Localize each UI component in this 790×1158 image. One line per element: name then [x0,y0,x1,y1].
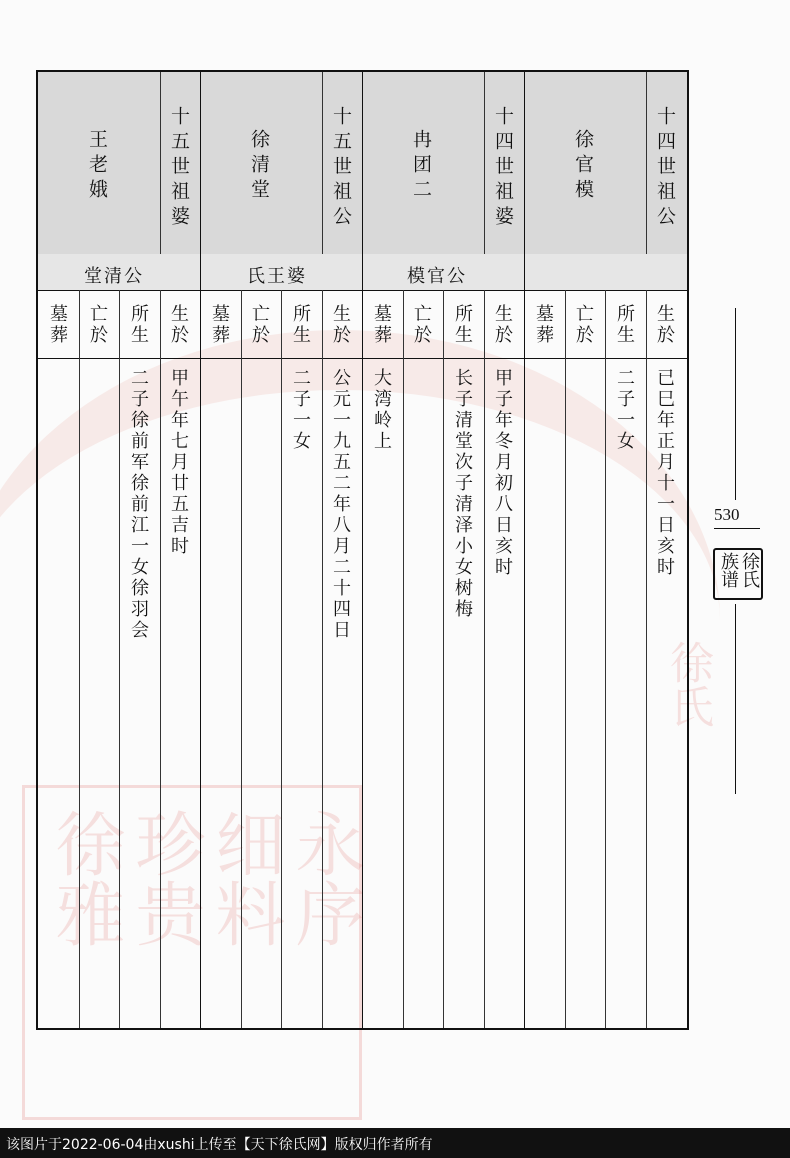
name-2: 冉团二 [410,129,432,204]
watermark-side-text: 徐氏 [662,640,713,728]
generation-2: 十四世祖婆 [492,106,514,231]
label-birth: 生於 [492,304,513,346]
entry-c2-birth: 甲子年冬月初八日亥时 [492,368,513,578]
side-tag: 徐氏族谱 [718,552,760,588]
entry-c4-born: 二子徐前军徐前江一女徐羽会 [128,368,149,641]
label-tomb: 墓葬 [371,304,392,346]
label-born: 所生 [614,304,635,346]
label-death: 亡於 [87,304,108,346]
page-number-rule [714,528,760,529]
label-born: 所生 [452,304,473,346]
label-tomb: 墓葬 [209,304,230,346]
page-number: 530 [714,505,740,524]
label-born: 所生 [290,304,311,346]
entry-c4-birth: 甲午年七月廿五吉时 [168,368,189,557]
entry-c3-born: 二子一女 [290,368,311,452]
label-birth: 生於 [654,304,675,346]
label-tomb: 墓葬 [47,304,68,346]
label-birth: 生於 [168,304,189,346]
generation-1: 十四世祖公 [654,106,676,231]
generation-3: 十五世祖公 [330,106,352,231]
name-3: 徐清堂 [248,129,270,204]
label-death: 亡於 [573,304,594,346]
label-born: 所生 [128,304,149,346]
label-death: 亡於 [411,304,432,346]
band-4: 堂清公 [84,266,144,287]
footer-text: 该图片于2022-06-04由xushi上传至【天下徐氏网】版权归作者所有 [6,1137,433,1153]
entry-c3-birth: 公元一九五二年八月二十四日 [330,368,351,641]
side-rule-top [735,308,736,500]
side-rule-bottom [735,604,736,794]
name-1: 徐官模 [572,129,594,204]
name-4: 王老娥 [86,129,108,204]
label-death: 亡於 [249,304,270,346]
label-birth: 生於 [330,304,351,346]
generation-4: 十五世祖婆 [168,106,190,231]
entry-c2-tomb: 大湾岭上 [371,368,392,452]
band-3: 氏王婆 [247,266,307,287]
watermark-seal: 永序 细料 珍贵 徐雅 [22,785,362,1120]
band-2: 模官公 [407,266,467,287]
entry-c2-born: 长子清堂次子清泽小女树梅 [452,368,473,620]
entry-c1-birth: 已巳年正月十一日亥时 [654,368,675,578]
label-tomb: 墓葬 [533,304,554,346]
genealogy-table [36,70,689,1030]
entry-c1-born: 二子一女 [614,368,635,452]
